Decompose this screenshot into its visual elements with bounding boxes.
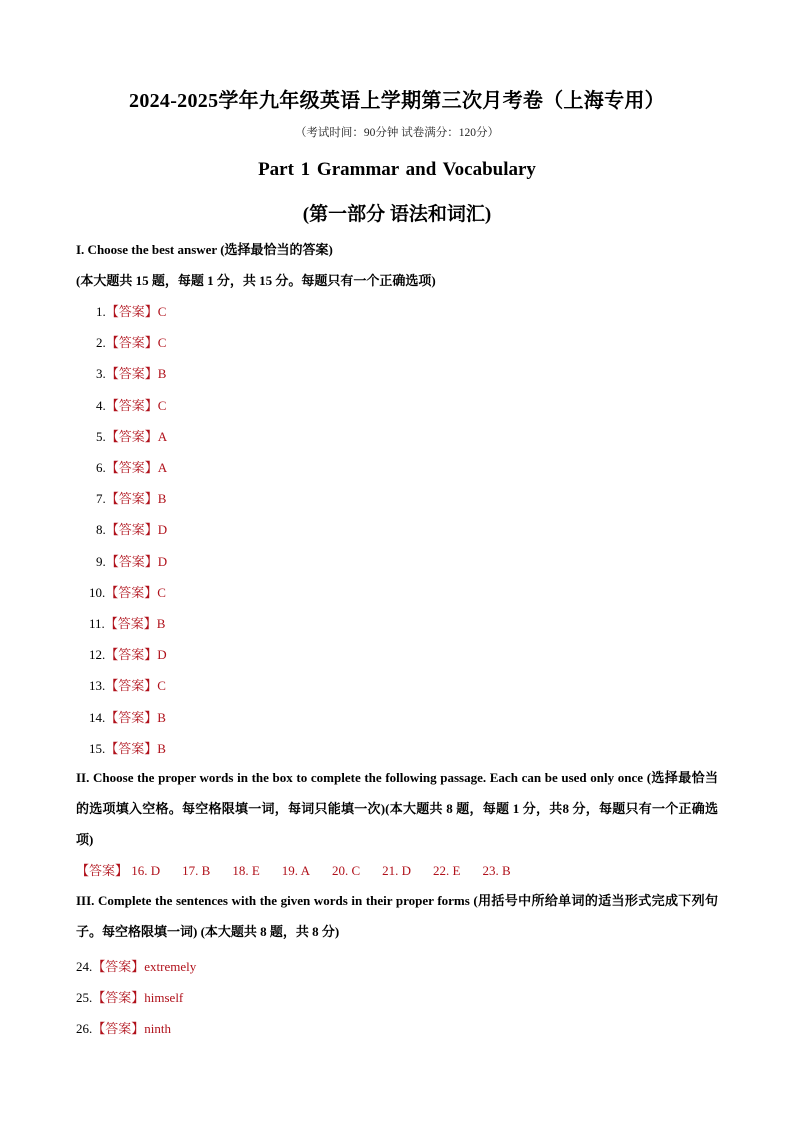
answer-value: D bbox=[157, 522, 168, 538]
answer-tag: 【答案】 bbox=[105, 397, 158, 413]
inline-answer: 18. E bbox=[232, 863, 260, 878]
answer-tag: 【答案】 bbox=[105, 304, 158, 319]
answer-value: C bbox=[157, 304, 167, 319]
section1-note: (本大题共 15 题，每题 1 分，共 15 分。每题只有一个正确选项) bbox=[76, 273, 436, 288]
answer-value: A bbox=[157, 428, 168, 444]
question-number: 14. bbox=[89, 709, 106, 725]
question-number: 25. bbox=[76, 990, 93, 1005]
answer-row bbox=[96, 551, 167, 570]
answer-tag: 【答案】 bbox=[105, 491, 158, 507]
question-number: 4. bbox=[96, 397, 106, 413]
answer-tag: 【答案】 bbox=[105, 647, 158, 663]
answer-row bbox=[96, 363, 166, 382]
answer-tag: 【答案】 bbox=[105, 709, 158, 725]
question-number: 7. bbox=[96, 491, 106, 507]
answer-row bbox=[96, 519, 167, 538]
inline-answer: 19. A bbox=[281, 863, 310, 878]
answer-value: B bbox=[157, 740, 166, 756]
exam-info: （考试时间：90分钟 试卷满分：120分） bbox=[294, 127, 500, 139]
question-number: 24. bbox=[76, 959, 93, 974]
answer-tag: 【答案】 bbox=[105, 740, 158, 756]
answer-row bbox=[96, 395, 166, 414]
section2-heading: II. Choose the proper words in the box to complete the following passage. Each can be used only once (选择最恰当的选项填入空格。每空格限填一词，每词只能填一次)(本大题共 8 题，每题 1 分，共8 分，每题只有一个正确选项) bbox=[76, 770, 718, 847]
answer-value: D bbox=[157, 647, 167, 663]
answer-tag: 【答案】 bbox=[92, 959, 145, 974]
answer-row bbox=[89, 644, 167, 663]
answer-row bbox=[76, 1018, 171, 1037]
answer-value: D bbox=[157, 553, 168, 569]
answer-row bbox=[89, 675, 166, 694]
answer-tag: 【答案】 bbox=[105, 678, 158, 694]
section2-answer-row bbox=[76, 860, 533, 879]
question-number: 26. bbox=[76, 1021, 93, 1036]
question-number: 8. bbox=[96, 522, 106, 538]
answer-tag: 【答案】 bbox=[105, 366, 158, 382]
answer-row bbox=[89, 582, 166, 601]
answer-tag: 【答案】 bbox=[105, 428, 158, 444]
answer-row bbox=[89, 738, 166, 757]
inline-answer: 22. E bbox=[433, 863, 461, 878]
answer-value: C bbox=[157, 678, 166, 694]
answer-tag: 【答案】 bbox=[105, 522, 158, 538]
answer-row bbox=[76, 956, 196, 975]
inline-answer: 20. C bbox=[331, 863, 361, 878]
answer-value: B bbox=[156, 616, 166, 631]
question-number: 10. bbox=[89, 584, 106, 600]
part-title: Part 1 Grammar and Vocabulary bbox=[258, 159, 536, 180]
answer-value: B bbox=[157, 491, 167, 507]
question-number: 2. bbox=[96, 335, 106, 351]
answer-row bbox=[89, 613, 165, 632]
answer-tag: 【答案】 bbox=[105, 335, 158, 351]
inline-answer: 16. D bbox=[131, 863, 161, 878]
section3-heading: III. Complete the sentences with the given words in their proper forms (用括号中所给单词的适当形式完成下列句子。每空格限填一词) (本大题共 8 题，共 8 分) bbox=[76, 893, 718, 939]
answer-row bbox=[96, 301, 166, 320]
answer-tag: 【答案】 bbox=[104, 616, 157, 631]
answer-value: C bbox=[157, 397, 167, 413]
question-number: 15. bbox=[89, 740, 106, 756]
answer-tag: 【答案】 bbox=[76, 863, 129, 878]
answer-row bbox=[96, 457, 167, 476]
answer-value: B bbox=[157, 709, 166, 725]
part-title-cn: (第一部分 语法和词汇) bbox=[302, 204, 492, 225]
answer-value: ninth bbox=[144, 1021, 171, 1036]
inline-answer: 17. B bbox=[182, 863, 211, 878]
inline-answer: 23. B bbox=[482, 863, 511, 878]
answer-value: extremely bbox=[144, 959, 197, 974]
inline-answer: 21. D bbox=[382, 863, 412, 878]
page-title: 2024-2025学年九年级英语上学期第三次月考卷（上海专用） bbox=[129, 90, 665, 112]
question-number: 13. bbox=[89, 678, 106, 694]
question-number: 6. bbox=[96, 460, 106, 475]
answer-tag: 【答案】 bbox=[92, 990, 145, 1005]
answer-row bbox=[96, 488, 166, 507]
question-number: 12. bbox=[89, 647, 106, 663]
answer-value: B bbox=[157, 366, 167, 382]
answer-tag: 【答案】 bbox=[105, 553, 158, 569]
answer-tag: 【答案】 bbox=[105, 584, 158, 600]
answer-tag: 【答案】 bbox=[92, 1021, 145, 1036]
question-number: 5. bbox=[96, 428, 106, 444]
section1-heading: I. Choose the best answer (选择最恰当的答案) bbox=[76, 242, 333, 257]
answer-row bbox=[96, 426, 167, 445]
answer-value: himself bbox=[144, 990, 184, 1005]
question-number: 9. bbox=[96, 553, 106, 569]
question-number: 3. bbox=[96, 366, 106, 382]
answer-row bbox=[96, 332, 166, 351]
section2-answers bbox=[131, 863, 532, 878]
answer-value: A bbox=[157, 460, 168, 475]
answer-tag: 【答案】 bbox=[105, 460, 158, 475]
question-number: 1. bbox=[96, 304, 106, 319]
question-number: 11. bbox=[89, 616, 105, 631]
answer-row bbox=[76, 987, 183, 1006]
answer-value: C bbox=[157, 335, 167, 351]
answer-value: C bbox=[157, 584, 166, 600]
answer-row bbox=[89, 707, 166, 726]
